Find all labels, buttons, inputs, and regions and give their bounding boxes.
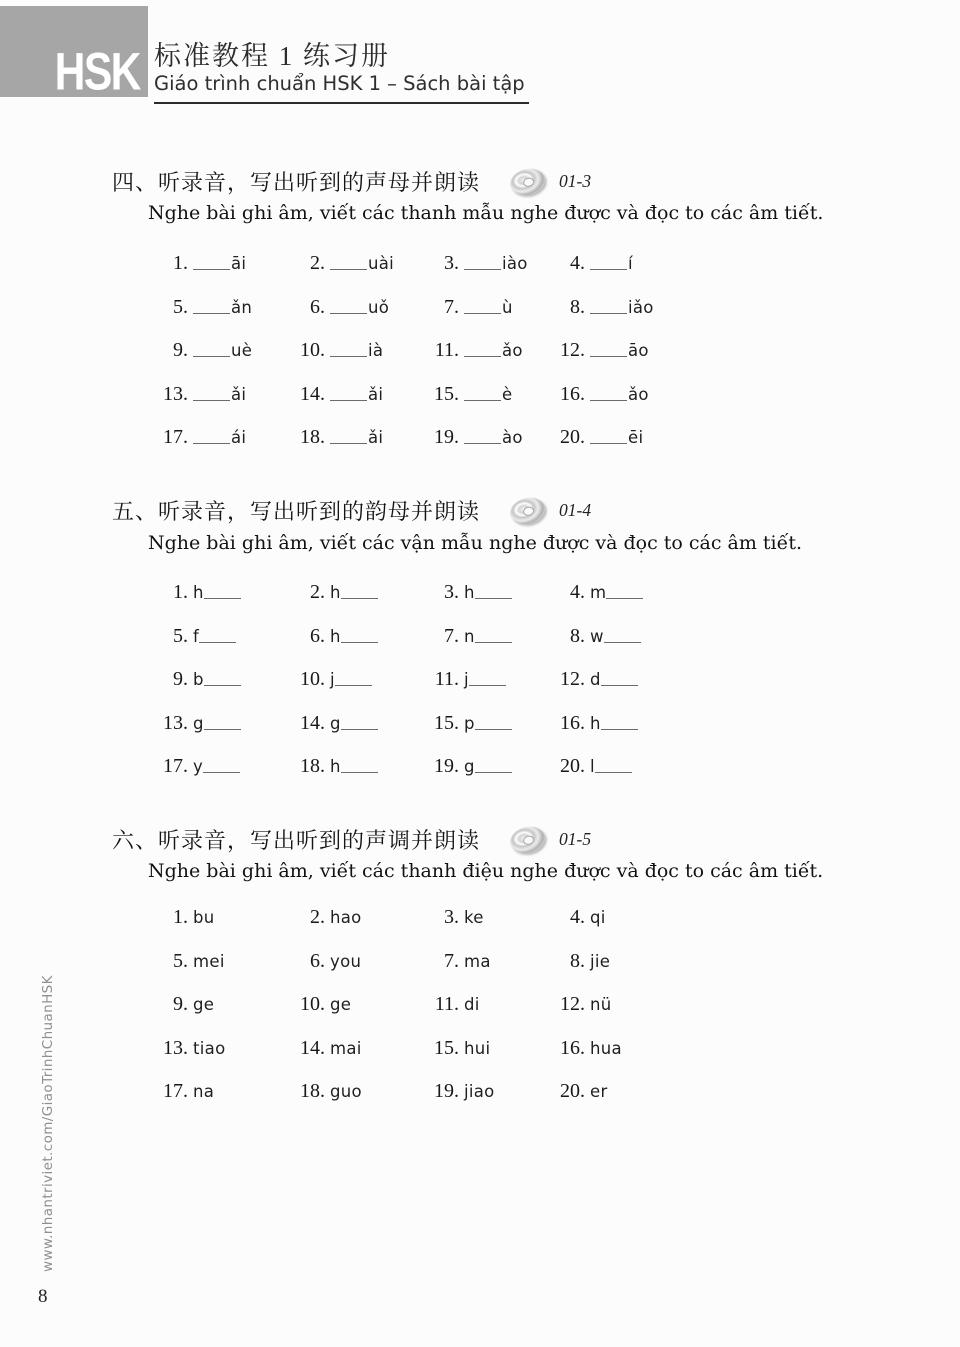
exercise-item xyxy=(429,993,555,1016)
exercise-item xyxy=(429,712,555,735)
item-syllable: h xyxy=(193,583,204,603)
item-number: 3. xyxy=(444,906,459,929)
exercise-item xyxy=(429,668,555,691)
item-number: 5. xyxy=(173,295,188,318)
item-number: 5. xyxy=(173,949,188,972)
exercise-item xyxy=(429,426,555,449)
item-syllable: h xyxy=(590,713,601,733)
exercise-item xyxy=(555,993,695,1016)
item-syllable: n xyxy=(464,626,475,646)
item-number: 18. xyxy=(300,1080,325,1103)
exercise-item xyxy=(158,581,295,604)
item-syllable: ǎi xyxy=(231,384,247,404)
item-syllable: hua xyxy=(590,1038,622,1058)
exercise-item xyxy=(295,1080,429,1103)
item-syllable: ǎn xyxy=(231,297,253,317)
exercise-item xyxy=(555,712,695,735)
answer-blank xyxy=(604,640,641,643)
exercise-item xyxy=(158,993,295,1016)
item-number: 8. xyxy=(570,949,585,972)
exercise-item xyxy=(429,906,555,929)
item-syllable: y xyxy=(193,757,204,777)
answer-blank xyxy=(590,311,627,314)
book-title-vietnamese: Giáo trình chuẩn HSK 1 – Sách bài tập xyxy=(154,72,525,96)
item-number: 7. xyxy=(444,949,459,972)
exercise-item xyxy=(295,993,429,1016)
exercise-item xyxy=(555,426,695,449)
exercise-item xyxy=(295,906,429,929)
item-syllable: ià xyxy=(368,341,384,361)
item-syllable: āo xyxy=(628,341,649,361)
item-syllable: uè xyxy=(231,341,253,361)
item-syllable: jiao xyxy=(464,1082,495,1102)
item-number: 2. xyxy=(310,906,325,929)
answer-blank xyxy=(590,354,627,357)
item-syllable: iào xyxy=(502,254,528,274)
answer-blank xyxy=(341,596,378,599)
section-6-title: 六、听录音，写出听到的声调并朗读 xyxy=(112,828,481,853)
item-number: 9. xyxy=(173,339,188,362)
item-syllable: j xyxy=(464,670,469,690)
exercise-item xyxy=(429,625,555,648)
exercise-item xyxy=(295,581,429,604)
item-syllable: nü xyxy=(590,995,612,1015)
item-syllable: d xyxy=(590,670,601,690)
item-number: 3. xyxy=(444,252,459,275)
audio-track-label: 01-4 xyxy=(559,500,592,520)
item-number: 17. xyxy=(163,426,188,449)
item-number: 12. xyxy=(560,993,585,1016)
item-number: 1. xyxy=(173,581,188,604)
exercise-item xyxy=(158,906,295,929)
item-number: 3. xyxy=(444,581,459,604)
item-number: 6. xyxy=(310,624,325,647)
item-number: 4. xyxy=(570,906,585,929)
item-syllable: ào xyxy=(502,428,523,448)
item-syllable: l xyxy=(590,757,595,777)
item-number: 10. xyxy=(300,339,325,362)
item-number: 7. xyxy=(444,624,459,647)
answer-blank xyxy=(606,596,643,599)
answer-blank xyxy=(203,770,240,773)
item-syllable: p xyxy=(464,713,475,733)
item-syllable: hui xyxy=(464,1038,491,1058)
answer-blank xyxy=(464,311,501,314)
answer-blank xyxy=(590,267,627,270)
hsk-logo-block xyxy=(0,6,148,102)
answer-blank xyxy=(204,596,241,599)
item-number: 4. xyxy=(570,252,585,275)
exercise-item xyxy=(158,950,295,973)
item-syllable: er xyxy=(590,1082,608,1102)
exercise-item xyxy=(429,296,555,319)
exercise-item xyxy=(429,950,555,973)
item-syllable: you xyxy=(330,951,362,971)
exercise-item xyxy=(158,383,295,406)
exercise-item xyxy=(429,339,555,362)
answer-blank xyxy=(595,770,632,773)
section-4-heading xyxy=(112,166,591,197)
exercise-item xyxy=(295,383,429,406)
answer-blank xyxy=(464,398,501,401)
item-number: 9. xyxy=(173,668,188,691)
item-syllable: ēi xyxy=(628,428,644,448)
item-syllable: qi xyxy=(590,908,606,928)
exercise-item xyxy=(429,252,555,275)
item-syllable: hao xyxy=(330,908,362,928)
exercise-item xyxy=(429,1037,555,1060)
item-syllable: h xyxy=(330,626,341,646)
item-number: 16. xyxy=(560,711,585,734)
item-number: 16. xyxy=(560,1036,585,1059)
item-syllable: mei xyxy=(193,951,225,971)
item-syllable: tiao xyxy=(193,1038,226,1058)
exercise-item xyxy=(158,712,295,735)
item-number: 2. xyxy=(310,581,325,604)
exercise-item xyxy=(295,296,429,319)
exercise-item xyxy=(295,755,429,778)
exercise-item xyxy=(158,1080,295,1103)
item-number: 11. xyxy=(434,993,459,1016)
item-syllable: ǎo xyxy=(502,341,523,361)
exercise-item xyxy=(295,426,429,449)
item-number: 17. xyxy=(163,755,188,778)
item-syllable: di xyxy=(464,995,480,1015)
item-number: 13. xyxy=(163,711,188,734)
item-number: 10. xyxy=(300,668,325,691)
item-number: 14. xyxy=(300,1036,325,1059)
item-syllable: w xyxy=(590,626,604,646)
item-number: 8. xyxy=(570,295,585,318)
item-number: 12. xyxy=(560,339,585,362)
item-syllable: g xyxy=(464,757,475,777)
answer-blank xyxy=(330,441,367,444)
answer-blank xyxy=(330,398,367,401)
section-5-heading xyxy=(112,495,591,526)
exercise-item xyxy=(158,339,295,362)
exercise-item xyxy=(555,755,695,778)
item-syllable: ǎi xyxy=(368,384,384,404)
exercise-item xyxy=(295,950,429,973)
section-4-instruction: Nghe bài ghi âm, viết các thanh mẫu nghe được và đọc to các âm tiết. xyxy=(148,202,824,224)
exercise-item xyxy=(158,252,295,275)
item-number: 18. xyxy=(300,426,325,449)
item-number: 14. xyxy=(300,382,325,405)
item-number: 18. xyxy=(300,755,325,778)
cd-disc-icon xyxy=(507,494,547,528)
item-syllable: bu xyxy=(193,908,215,928)
item-syllable: guo xyxy=(330,1082,362,1102)
exercise-item xyxy=(295,1037,429,1060)
publisher-url-vertical: www.nhantriviet.com/GiaoTrinhChuanHSK xyxy=(40,975,56,1272)
answer-blank xyxy=(601,683,638,686)
answer-blank xyxy=(341,640,378,643)
item-syllable: g xyxy=(193,713,204,733)
item-syllable: ge xyxy=(193,995,215,1015)
section-5-title: 五、听录音，写出听到的韵母并朗读 xyxy=(112,499,481,524)
header-titles xyxy=(154,40,529,104)
item-syllable: j xyxy=(330,670,335,690)
item-number: 11. xyxy=(434,668,459,691)
item-number: 20. xyxy=(560,755,585,778)
exercise-item xyxy=(555,1037,695,1060)
item-syllable: b xyxy=(193,670,204,690)
item-number: 2. xyxy=(310,252,325,275)
item-number: 1. xyxy=(173,252,188,275)
item-number: 14. xyxy=(300,711,325,734)
exercise-item xyxy=(555,383,695,406)
book-title-chinese: 标准教程 1 练习册 xyxy=(154,41,390,71)
exercise-item xyxy=(295,625,429,648)
item-syllable: ǎo xyxy=(628,384,649,404)
answer-blank xyxy=(475,727,512,730)
exercise-item xyxy=(555,668,695,691)
answer-blank xyxy=(193,311,230,314)
item-syllable: g xyxy=(330,713,341,733)
item-syllable: ái xyxy=(231,428,247,448)
item-syllable: na xyxy=(193,1082,215,1102)
exercise-item xyxy=(555,339,695,362)
exercise-item xyxy=(295,668,429,691)
exercise-item xyxy=(429,383,555,406)
section-4-items xyxy=(158,242,695,460)
exercise-item xyxy=(555,581,695,604)
item-number: 19. xyxy=(434,755,459,778)
answer-blank xyxy=(330,267,367,270)
exercise-item xyxy=(555,252,695,275)
item-number: 19. xyxy=(434,1080,459,1103)
item-syllable: ma xyxy=(464,951,491,971)
answer-blank xyxy=(601,727,638,730)
item-syllable: ke xyxy=(464,908,484,928)
answer-blank xyxy=(199,640,236,643)
page-number: 8 xyxy=(38,1286,48,1307)
answer-blank xyxy=(475,770,512,773)
item-number: 8. xyxy=(570,624,585,647)
section-5-items xyxy=(158,571,695,789)
exercise-item xyxy=(555,906,695,929)
item-number: 13. xyxy=(163,382,188,405)
item-number: 17. xyxy=(163,1080,188,1103)
exercise-item xyxy=(555,950,695,973)
item-syllable: āi xyxy=(231,254,247,274)
answer-blank xyxy=(193,398,230,401)
item-number: 11. xyxy=(434,339,459,362)
exercise-item xyxy=(158,755,295,778)
item-syllable: h xyxy=(330,757,341,777)
answer-blank xyxy=(590,441,627,444)
section-6-heading xyxy=(112,824,591,855)
item-number: 6. xyxy=(310,295,325,318)
exercise-item xyxy=(158,426,295,449)
exercise-item xyxy=(295,712,429,735)
item-syllable: ù xyxy=(502,297,513,317)
item-syllable: f xyxy=(193,626,200,646)
exercise-item xyxy=(429,755,555,778)
item-number: 9. xyxy=(173,993,188,1016)
item-number: 6. xyxy=(310,949,325,972)
item-syllable: h xyxy=(330,583,341,603)
item-syllable: ǎi xyxy=(368,428,384,448)
item-syllable: ge xyxy=(330,995,352,1015)
audio-track-label: 01-3 xyxy=(559,171,592,191)
answer-blank xyxy=(464,354,501,357)
item-syllable: m xyxy=(590,583,607,603)
answer-blank xyxy=(469,683,506,686)
item-number: 1. xyxy=(173,906,188,929)
answer-blank xyxy=(193,441,230,444)
answer-blank xyxy=(204,683,241,686)
answer-blank xyxy=(475,640,512,643)
answer-blank xyxy=(330,354,367,357)
item-number: 4. xyxy=(570,581,585,604)
section-5-instruction: Nghe bài ghi âm, viết các vận mẫu nghe được và đọc to các âm tiết. xyxy=(148,532,802,554)
item-number: 12. xyxy=(560,668,585,691)
answer-blank xyxy=(335,683,372,686)
item-number: 19. xyxy=(434,426,459,449)
exercise-item xyxy=(555,296,695,319)
hsk-logo: HSK xyxy=(54,42,140,102)
item-number: 13. xyxy=(163,1036,188,1059)
exercise-item xyxy=(158,625,295,648)
cd-disc-icon xyxy=(507,165,547,199)
section-6-items xyxy=(158,896,695,1114)
audio-track-label: 01-5 xyxy=(559,829,592,849)
exercise-item xyxy=(295,252,429,275)
answer-blank xyxy=(341,727,378,730)
answer-blank xyxy=(341,770,378,773)
item-number: 10. xyxy=(300,993,325,1016)
item-syllable: è xyxy=(502,384,513,404)
item-syllable: uǒ xyxy=(368,297,390,317)
exercise-item xyxy=(158,1037,295,1060)
exercise-item xyxy=(158,296,295,319)
exercise-item xyxy=(555,1080,695,1103)
item-number: 20. xyxy=(560,1080,585,1103)
answer-blank xyxy=(193,354,230,357)
answer-blank xyxy=(330,311,367,314)
answer-blank xyxy=(204,727,241,730)
answer-blank xyxy=(464,441,501,444)
item-number: 15. xyxy=(434,1036,459,1059)
answer-blank xyxy=(590,398,627,401)
item-number: 15. xyxy=(434,382,459,405)
section-6-instruction: Nghe bài ghi âm, viết các thanh điệu nghe được và đọc to các âm tiết. xyxy=(148,860,824,882)
exercise-item xyxy=(555,625,695,648)
item-syllable: h xyxy=(464,583,475,603)
exercise-item xyxy=(429,581,555,604)
item-number: 7. xyxy=(444,295,459,318)
item-number: 20. xyxy=(560,426,585,449)
item-number: 5. xyxy=(173,624,188,647)
item-syllable: í xyxy=(628,254,633,274)
answer-blank xyxy=(464,267,501,270)
cd-disc-icon xyxy=(507,823,547,857)
answer-blank xyxy=(475,596,512,599)
item-syllable: uài xyxy=(368,254,395,274)
item-syllable: mai xyxy=(330,1038,362,1058)
item-number: 15. xyxy=(434,711,459,734)
item-syllable: iǎo xyxy=(628,297,654,317)
section-4-title: 四、听录音，写出听到的声母并朗读 xyxy=(112,170,481,195)
item-syllable: jie xyxy=(590,951,611,971)
exercise-item xyxy=(429,1080,555,1103)
exercise-item xyxy=(158,668,295,691)
item-number: 16. xyxy=(560,382,585,405)
answer-blank xyxy=(193,267,230,270)
exercise-item xyxy=(295,339,429,362)
